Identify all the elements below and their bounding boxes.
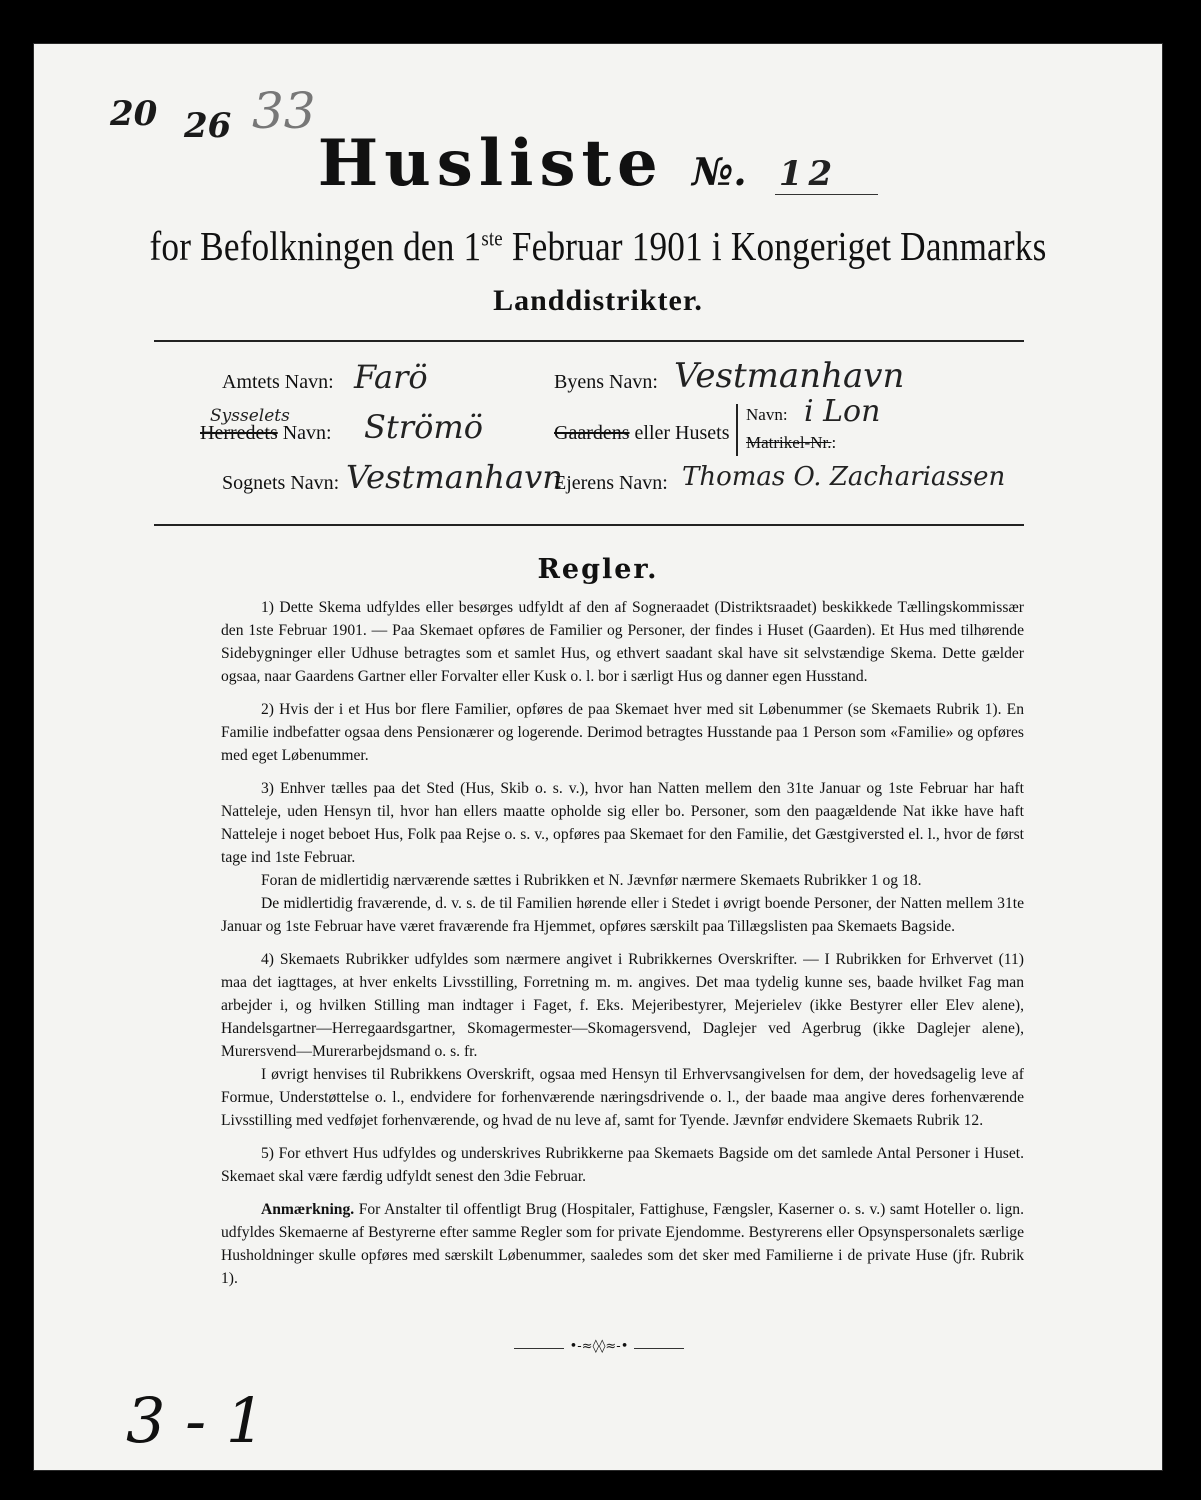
rule-1: 1) Dette Skema udfyldes eller besørges udfyldt af den af Sogneraadet (Distriktsraadet) beskikkede Tællingskommissær den 1ste Februar 1901. — Paa Skemaet opføres de Familier og Personer, der findes i Huset (Gaarden). Et Hus med tilhørende Sidebygninger eller Udhuse betragtes som et samlet Hus, og ethvert saadant skal have sit selvstændige Skema. Dette gælder ogsaa, naar Gaardens Gartner eller Forvalter eller Kusk o. l. bor i særligt Hus og danner egen Husstand. xyxy=(221,599,1024,685)
form-subtitle xyxy=(113,222,1083,270)
amt-label: Amtets Navn: xyxy=(222,371,334,393)
brace-left xyxy=(736,404,738,456)
rule-4b: I øvrigt henvises til Rubrikkens Overskrift, ogsaa med Hensyn til Erhvervsangivelsen for dem, der hovedsagelig leve af Formue, Understøttelse o. l., endvidere for forhenværende næringsdrivende o. l., der baade maa angive deres forhenværende Livsstilling med vedføjet forhenværende, og hvad de nu leve af, samt for Tyende. Jævnfør endvidere Skemaets Rubrik 12. xyxy=(221,1066,1024,1129)
matrikel-label xyxy=(746,433,836,453)
form-number-value: 12 xyxy=(775,154,878,195)
ornament xyxy=(514,1339,684,1354)
sogn-value: Vestmanhavn xyxy=(346,458,563,496)
herred-label-struck: Herredets xyxy=(200,422,278,444)
margin-number-2: 26 xyxy=(184,106,232,146)
subtitle-part-b: Februar 1901 i Kongeriget Danmarks xyxy=(502,223,1047,269)
by-label: Byens Navn: xyxy=(554,371,658,393)
gaard-label-text: eller Husets xyxy=(629,422,730,444)
form-title xyxy=(34,126,1162,201)
herred-label xyxy=(200,422,332,445)
ornament-glyph: •-≈◊◊≈-• xyxy=(564,1339,635,1354)
sogn-label: Sognets Navn: xyxy=(222,472,340,494)
rule-2: 2) Hvis der i et Hus bor flere Familier, opføres de paa Skemaet hver med sit Løbenummer (se Skemaets Rubrik 1). En Familie indbefatter ogsaa dens Pensionærer og logerende. Derimod betragtes Husstande paa 1 Person som «Familie» og opføres med eget Løbenummer. xyxy=(221,701,1024,764)
top-rule xyxy=(154,340,1024,342)
matrikel-colon: : xyxy=(831,433,837,452)
margin-number-1: 20 xyxy=(110,94,158,134)
ejer-value: Thomas O. Zachariassen xyxy=(682,462,1006,492)
bottom-field-rule xyxy=(154,524,1024,526)
rule-note-label: Anmærkning. xyxy=(261,1201,355,1218)
handwritten-note: 3 - 1 xyxy=(126,1384,266,1457)
matrikel-label-struck: Matrikel-Nr. xyxy=(746,433,832,452)
subtitle-sup: ste xyxy=(481,225,503,251)
rules-body xyxy=(221,596,1024,1300)
rule-3: 3) Enhver tælles paa det Sted (Hus, Skib o. s. v.), hvor han Natten mellem den 31te Januar og 1ste Februar har haft Natteleje, uden Hensyn til, hvor han ellers maatte opholde sig eller bo. Personer, som den paagældende Nat ikke have haft Natteleje i noget beboet Hus, Folk paa Rejse o. s. v., opføres paa Skemaet for den Familie, det Gæstgiversted el. l., hvor de først tage ind 1ste Februar. xyxy=(221,780,1024,866)
amt-value: Farö xyxy=(354,358,428,396)
rule-note xyxy=(221,1198,1024,1290)
herred-correction: Sysselets xyxy=(210,406,290,426)
navn-label: Navn: xyxy=(746,405,788,424)
rule-3b: Foran de midlertidig nærværende sættes i Rubrikken et N. Jævnfør nærmere Skemaets Rubrikker 1 og 18. xyxy=(261,872,922,889)
subtitle-part-a: for Befolkningen den 1 xyxy=(149,223,482,269)
gaard-label-struck: Gaardens xyxy=(554,422,630,444)
rule-3c: De midlertidig fraværende, d. v. s. de til Familien hørende eller i Stedet i øvrigt boende Personer, der Natten mellem 31te Januar og 1ste Februar have været fraværende fra Hjemmet, opføres særskilt paa Tillægslisten paa Skemaets Bagside. xyxy=(221,895,1024,935)
rule-4: 4) Skemaets Rubrikker udfyldes som nærmere angivet i Rubrikkernes Overskrifter. — I Rubrikken for Erhvervet (11) maa det iagttages, at hver enkelts Livsstilling, Forretning m. m. angives. Det maa tydelig kunne ses, baade hvilket Fag man arbejder i, og hvilken Stilling man indtager i Faget, f. Eks. Mejeribestyrer, Mejerielev (ikke Bestyrer eller Elev alene), Handelsgartner—Herregaardsgartner, Skomagermester—Skomagersvend, Daglejer ved Agerbrug (ikke Daglejer alene), Murersvend—Murerarbejdsmand o. s. fr. xyxy=(221,951,1024,1060)
by-value: Vestmanhavn xyxy=(674,356,905,396)
herred-label-text: Navn: xyxy=(277,422,332,444)
margin-number-3: 33 xyxy=(252,82,316,140)
form-number-label: №. xyxy=(692,149,747,194)
census-form-page xyxy=(34,44,1162,1470)
gaard-label xyxy=(554,422,730,445)
ejer-label: Ejerens Navn: xyxy=(554,472,668,494)
rule-5: 5) For ethvert Hus udfyldes og underskrives Rubrikkerne paa Skemaets Bagside om det samlede Antal Personer i Huset. Skemaet skal være færdig udfyldt senest den 3die Februar. xyxy=(221,1145,1024,1185)
form-subtitle-districts: Landdistrikter. xyxy=(493,284,703,317)
rules-heading: Regler. xyxy=(537,554,659,585)
form-title-text: Husliste xyxy=(317,126,664,201)
herred-value: Strömö xyxy=(364,408,483,446)
navn-value: i Lon xyxy=(804,394,881,429)
rule-note-text: For Anstalter til offentligt Brug (Hospitaler, Fattighuse, Fængsler, Kaserner o. s. v.) samt Hoteller o. lign. udfyldes Skemaerne af Bestyrerne efter samme Regler som for private Ejendomme. Bestyrerens eller Opsynspersonalets særlige Husholdninger skulle opføres med særskilt Løbenummer, saaledes som det sker med Familierne i de private Huse (jfr. Rubrik 1). xyxy=(221,1201,1024,1287)
